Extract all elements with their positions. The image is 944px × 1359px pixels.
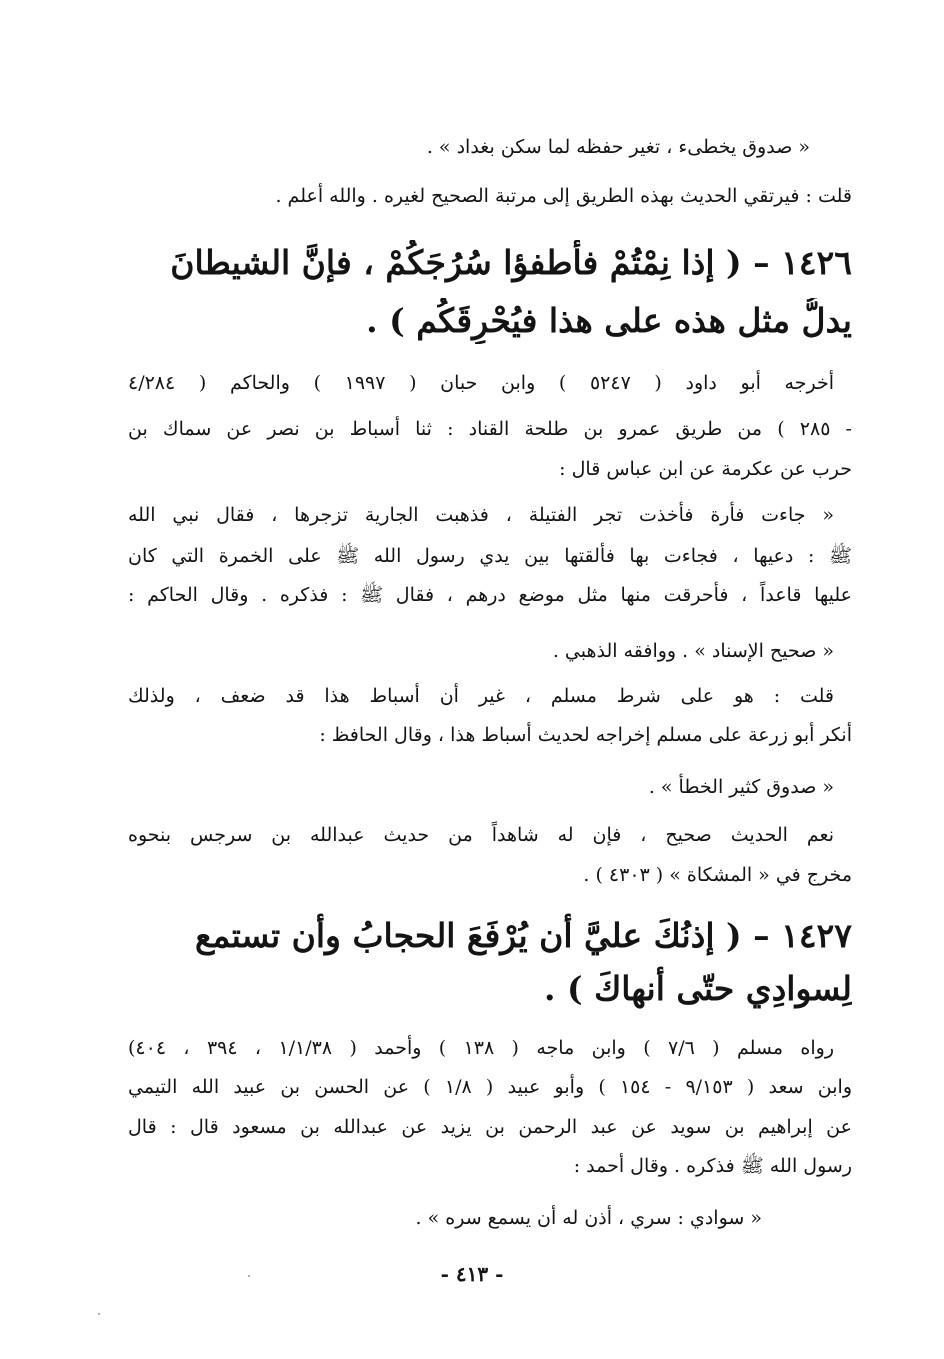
text-line: « صدوق كثير الخطأ » . <box>648 776 834 798</box>
text-line: أخرجه أبو داود ( ٥٢٤٧ ) وابن حبان ( ١٩٩٧ ) والحاكم ( ٤/٢٨٤ <box>128 372 834 394</box>
text-line: نعم الحديث صحيح ، فإن له شاهداً من حديث عبدالله بن سرجس بنحوه <box>128 824 834 846</box>
text-line: « جاءت فأرة فأخذت تجر الفتيلة ، فذهبت الجارية تزجرها ، فقال نبي الله <box>128 504 834 526</box>
hadith-number: ١٤٢٦ <box>781 243 852 282</box>
hadith-text-continued: يدلُّ مثل هذه على هذا فيُحْرِقَكُم ) . <box>366 301 852 340</box>
text-line: وابن سعد ( ٩/١٥٣ - ١٥٤ ) وأبو عبيد ( ١/٨ ) عن الحسن بن عبيد الله التيمي <box>128 1076 852 1098</box>
text-line: « صحيح الإسناد » . ووافقه الذهبي . <box>552 640 834 662</box>
text-line: « سوادي : سري ، أذن له أن يسمع سره » . <box>415 1207 762 1229</box>
text-line: حرب عن عكرمة عن ابن عباس قال : <box>559 458 852 480</box>
text-line: - ٢٨٥ ) من طريق عمرو بن طلحة القناد : ثنا أسباط بن نصر عن سماك بن <box>128 418 852 440</box>
page-number: - ٤١٣ - <box>440 1262 504 1286</box>
text-line: مخرج في « المشكاة » ( ٤٣٠٣ ) . <box>583 864 852 886</box>
hadith-text: – ( إذنُكَ عليَّ أن يُرْفَعَ الحجابُ وأن تستمع <box>194 916 770 955</box>
hadith-heading <box>128 240 852 286</box>
text-line: أنكر أبو زرعة على مسلم إخراجه لحديث أسباط هذا ، وقال الحافظ : <box>319 724 852 746</box>
hadith-number: ١٤٢٧ <box>781 916 852 955</box>
text-line: رواه مسلم ( ٧/٦ ) وابن ماجه ( ١٣٨ ) وأحمد ( ١/١/٣٨ ، ٣٩٤ ، ٤٠٤) <box>128 1037 834 1059</box>
text-line: عليها قاعداً ، فأحرقت منها مثل موضع درهم ، فقال ﷺ : فذكره . وقال الحاكم : <box>128 584 852 606</box>
scan-speck <box>248 1275 250 1277</box>
hadith-heading <box>128 913 852 959</box>
scan-speck <box>98 1313 100 1315</box>
text-line: ﷺ : دعيها ، فجاءت بها فألقتها بين يدي رسول الله ﷺ على الخمرة التي كان <box>128 545 852 567</box>
text-line: عن إبراهيم بن سويد عن عبد الرحمن بن يزيد عن عبدالله بن مسعود قال : قال <box>128 1116 852 1138</box>
text-line: قلت : هو على شرط مسلم ، غير أن أسباط هذا قد ضعف ، ولذلك <box>128 685 834 707</box>
hadith-text: – ( إذا نِمْتُمْ فأطفؤا سُرُجَكُمْ ، فإنَّ الشيطانَ <box>170 243 770 282</box>
text-line: « صدوق يخطىء ، تغير حفظه لما سكن بغداد » . <box>426 136 810 158</box>
text-line: رسول الله ﷺ فذكره . وقال أحمد : <box>573 1155 852 1177</box>
text-line: قلت : فيرتقي الحديث بهذه الطريق إلى مرتبة الصحيح لغيره . والله أعلم . <box>275 185 852 207</box>
hadith-text-continued: لِسوادِي حتّى أنهاكَ ) . <box>544 969 852 1008</box>
